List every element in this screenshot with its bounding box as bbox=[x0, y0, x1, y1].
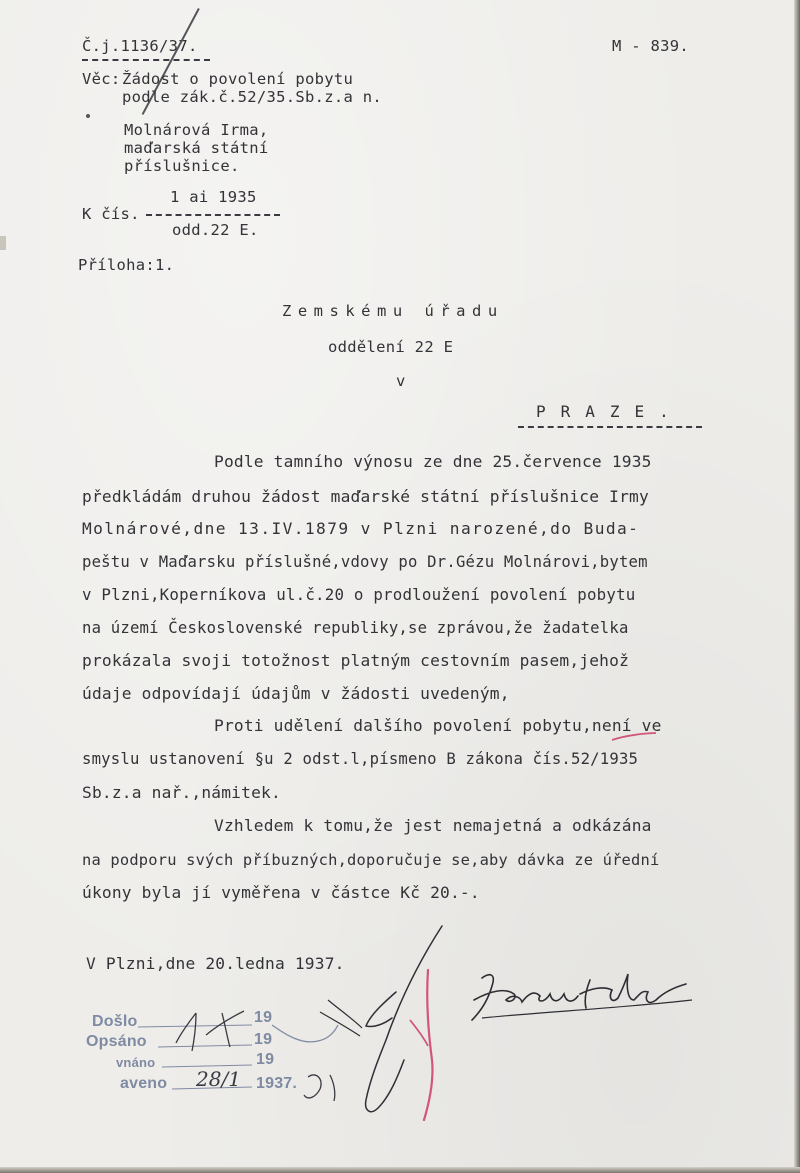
body-line-3: Molnárové,dne 13.IV.1879 v Plzni narozené,do Buda- bbox=[82, 519, 640, 538]
page-edge-right bbox=[794, 0, 800, 1173]
body-line-12: Vzhledem k tomu,že jest nemajetná a odkázána bbox=[214, 816, 652, 835]
person-line-2: maďarská státní bbox=[124, 139, 269, 157]
red-pencil-tick bbox=[610, 730, 660, 744]
body-line-7: prokázala svoji totožnost platným cestovním pasem,jehož bbox=[82, 651, 630, 670]
body-line-6: na území Československé republiky,se zprávou,že žadatelka bbox=[82, 619, 629, 637]
stamp-row-4-label: aveno bbox=[120, 1075, 168, 1092]
k-cis-top: 1 ai 1935 bbox=[170, 188, 257, 206]
body-line-10: smyslu ustanovení §u 2 odst.l,písmeno B zákona čís.52/1935 bbox=[82, 750, 639, 768]
signature-image bbox=[462, 960, 702, 1030]
stamp-row-3-year: 19 bbox=[256, 1051, 275, 1068]
stamp-row-4-handwritten: 28/1 bbox=[196, 1067, 241, 1091]
file-code: M - 839. bbox=[612, 37, 690, 55]
addressee-line-3: v bbox=[396, 372, 406, 390]
subject-line-1: Žádost o povolení pobytu bbox=[122, 70, 354, 88]
body-line-2: předkládám druhou žádost maďarské státní příslušnice Irmy bbox=[82, 487, 649, 506]
k-cis-bottom: odd.22 E. bbox=[172, 221, 259, 239]
stamp-row-2-label: Opsáno bbox=[86, 1033, 147, 1050]
body-line-11: Sb.z.a nař.,námitek. bbox=[82, 783, 281, 802]
k-cis-dash bbox=[146, 214, 280, 216]
addressee-underline bbox=[518, 426, 702, 428]
place-date: V Plzni,dne 20.ledna 1937. bbox=[86, 954, 345, 973]
person-line-1: Molnárová Irma, bbox=[124, 121, 269, 139]
subject-line-2: podle zák.č.52/35.Sb.z.a n. bbox=[122, 88, 383, 106]
person-line-3: příslušnice. bbox=[124, 157, 240, 175]
stamp-row-4-year: 1937. bbox=[256, 1075, 298, 1092]
page-edge-mark bbox=[0, 236, 6, 250]
body-line-9: Proti udělení dalšího povolení pobytu,není ve bbox=[214, 716, 662, 735]
body-line-13: na podporu svých příbuzných,doporučuje se,aby dávka ze úřední bbox=[82, 851, 660, 869]
stamp-row-1-label: Došlo bbox=[92, 1013, 138, 1030]
subject-label: Věc: bbox=[82, 70, 121, 88]
page-edge-bottom bbox=[0, 1167, 800, 1173]
reference-underline bbox=[82, 59, 210, 61]
body-line-14: úkony byla jí vyměřena v částce Kč 20.-. bbox=[82, 883, 480, 902]
stamp-scribbles bbox=[72, 1005, 402, 1105]
reference-number: Č.j.1136/37. bbox=[82, 37, 198, 55]
body-line-4: peštu v Maďarsku příslušné,vdovy po Dr.Gézu Molnárovi,bytem bbox=[82, 553, 648, 571]
received-stamp bbox=[72, 1005, 402, 1105]
body-line-8: údaje odpovídají údajům v žádosti uvedeným, bbox=[82, 684, 510, 703]
ink-dot bbox=[86, 114, 90, 118]
addressee-city: PRAZE. bbox=[536, 402, 684, 421]
addressee-line-1: Zemskému úřadu bbox=[282, 302, 504, 320]
stamp-row-1-year: 19 bbox=[254, 1009, 273, 1026]
body-line-5: v Plzni,Koperníkova ul.č.20 o prodloužení povolení pobytu bbox=[82, 585, 636, 604]
stamp-row-3-label: vnáno bbox=[116, 1055, 156, 1070]
addressee-line-2: oddělení 22 E bbox=[328, 338, 454, 356]
stamp-row-2-year: 19 bbox=[254, 1031, 273, 1048]
attachment: Příloha:1. bbox=[78, 256, 175, 274]
k-cis-label: K čís. bbox=[82, 205, 140, 223]
body-line-1: Podle tamního výnosu ze dne 25.července 1935 bbox=[214, 452, 652, 471]
